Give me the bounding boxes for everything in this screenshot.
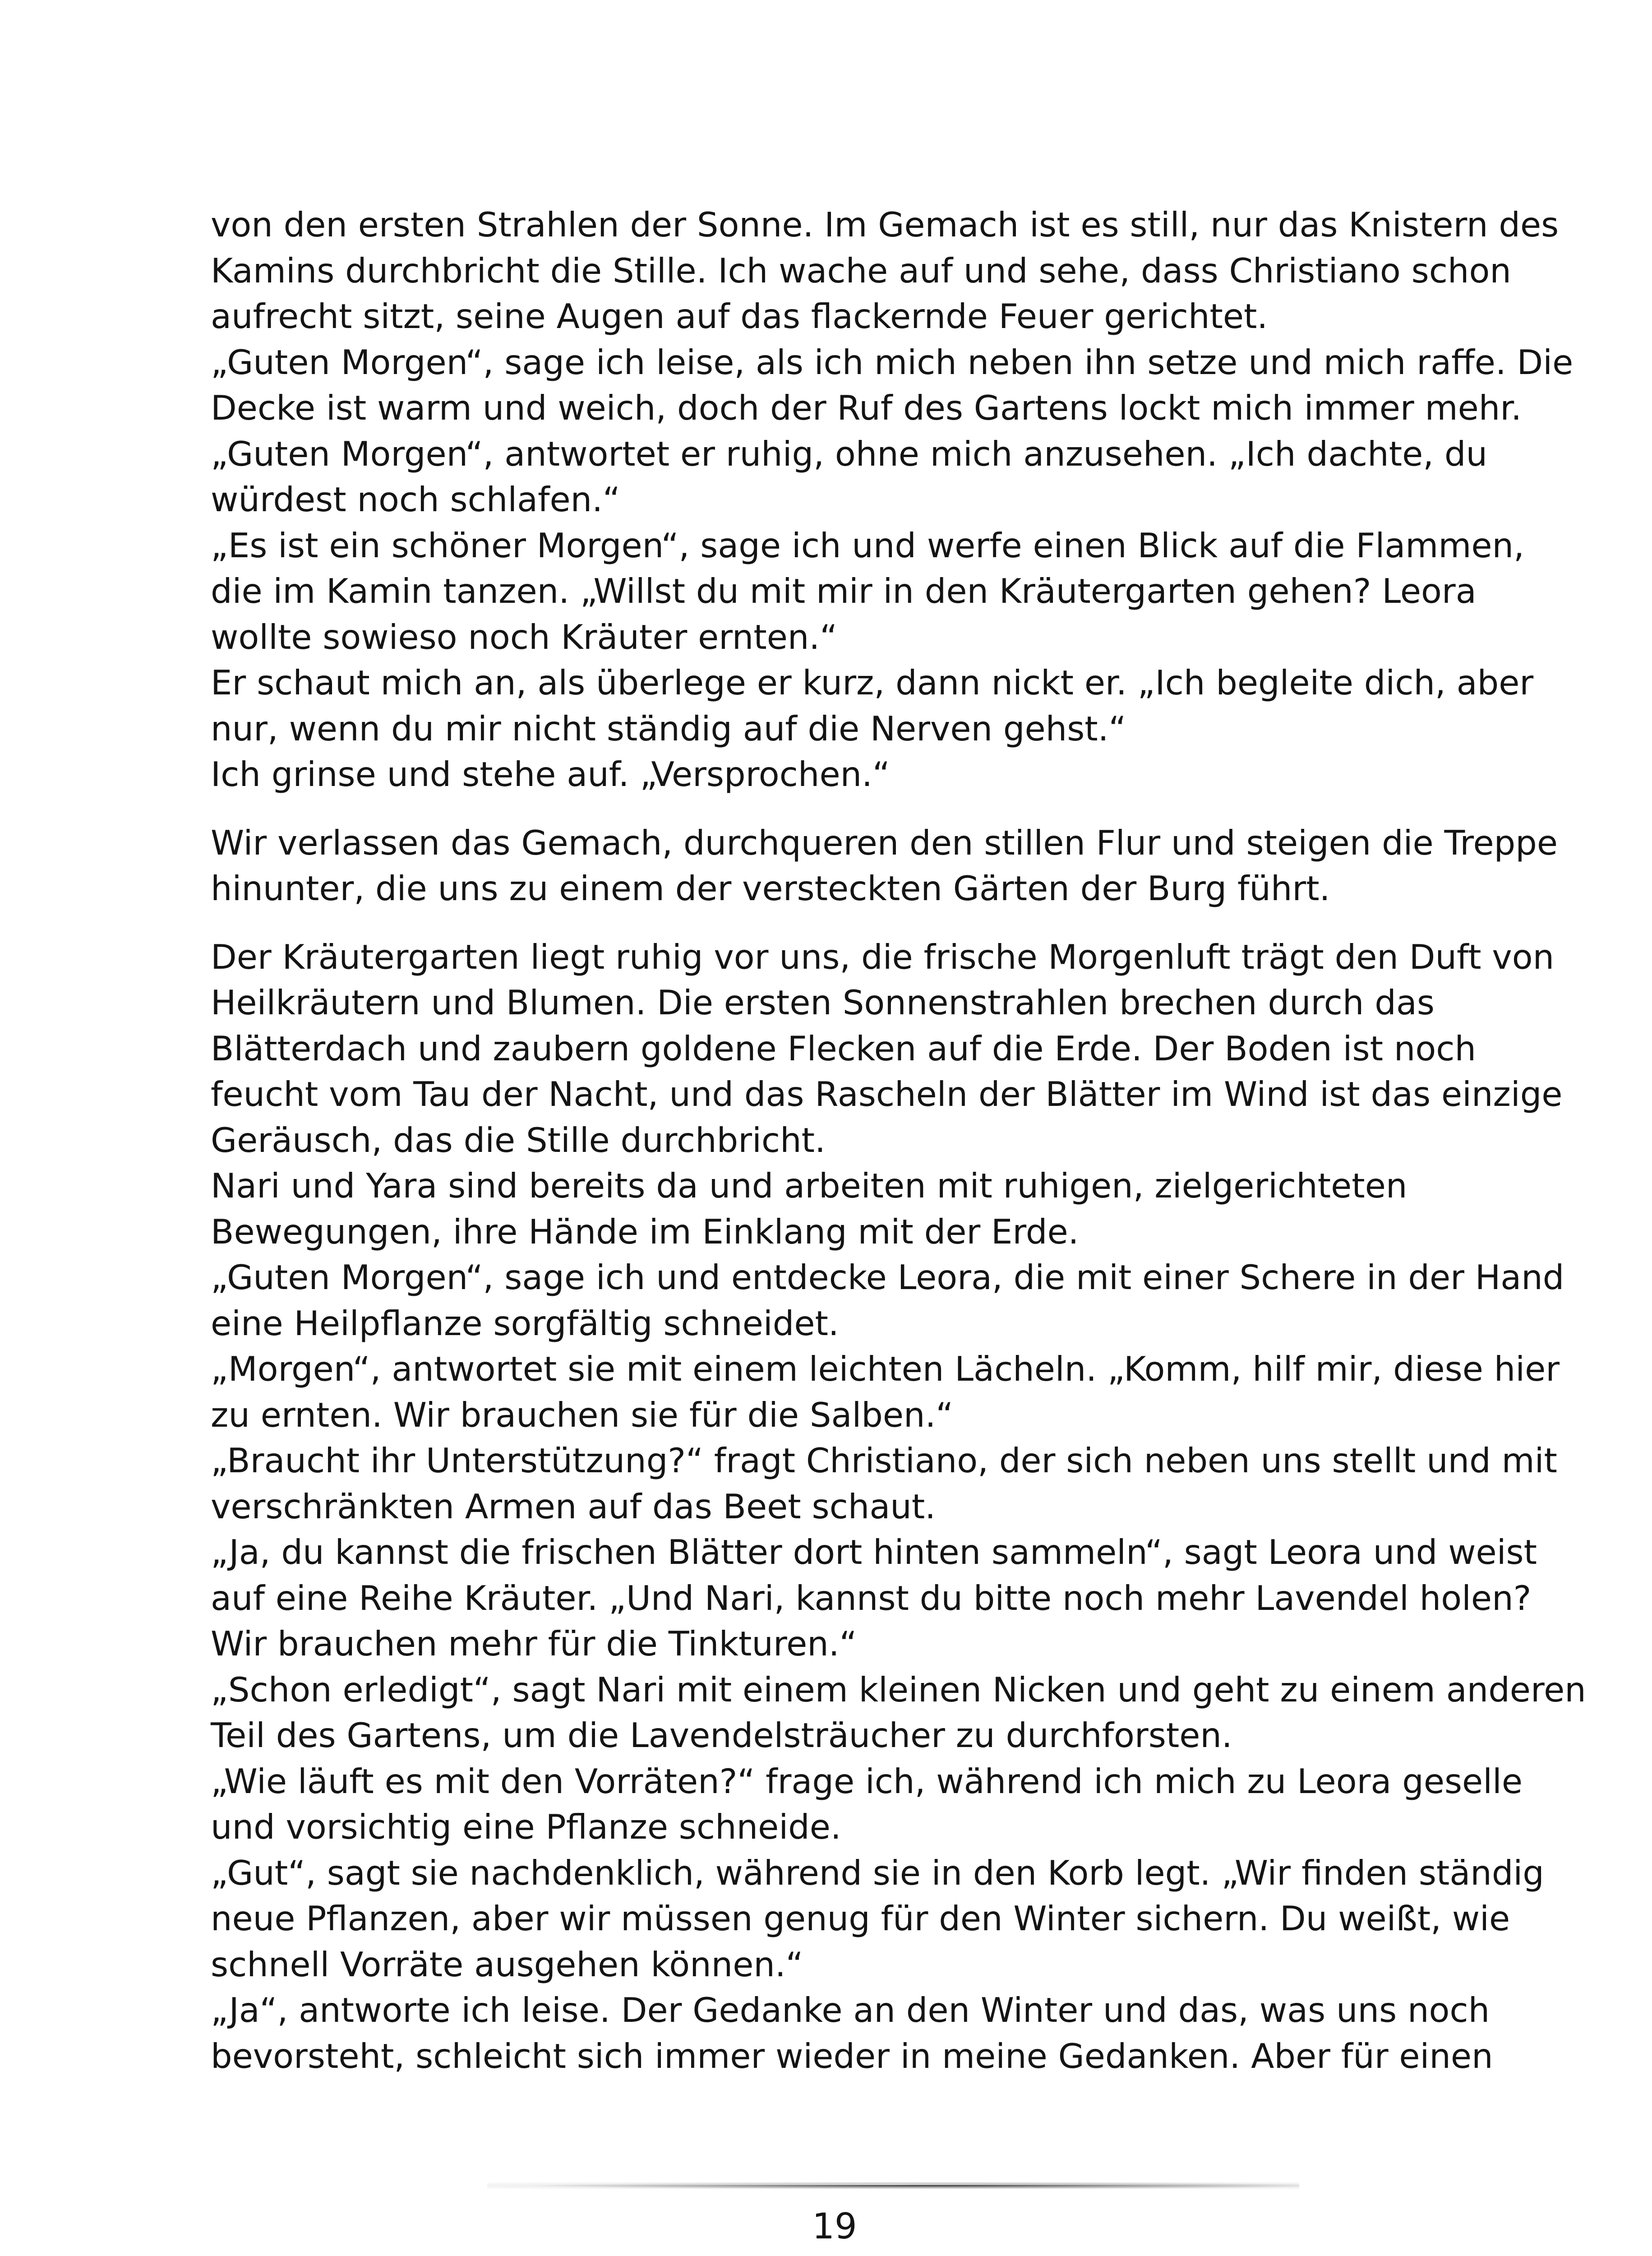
text-line: Decke ist warm und weich, doch der Ruf des Gartens lockt mich immer mehr. — [211, 388, 1522, 428]
paragraph — [211, 934, 1586, 2080]
footer-divider-highlight — [487, 2184, 1299, 2185]
text-line: „Guten Morgen“, sage ich leise, als ich mich neben ihn setze und mich raffe. Die — [211, 342, 1574, 382]
paragraph — [211, 820, 1558, 912]
text-line: verschränkten Armen auf das Beet schaut. — [211, 1486, 936, 1526]
text-line: „Gut“, sagt sie nachdenklich, während sie in den Korb legt. „Wir finden ständig — [211, 1853, 1544, 1893]
text-line: schnell Vorräte ausgehen können.“ — [211, 1944, 803, 1984]
text-line: eine Heilpflanze sorgfältig schneidet. — [211, 1303, 839, 1343]
footer-divider — [487, 2182, 1299, 2189]
text-line: feucht vom Tau der Nacht, und das Rascheln der Blätter im Wind ist das einzige — [211, 1074, 1563, 1114]
text-line: und vorsichtig eine Pflanze schneide. — [211, 1807, 841, 1847]
text-line: Ich grinse und stehe auf. „Versprochen.“ — [211, 754, 890, 794]
text-line: die im Kamin tanzen. „Willst du mit mir in den Kräutergarten gehen? Leora — [211, 571, 1477, 611]
text-line: auf eine Reihe Kräuter. „Und Nari, kannst du bitte noch mehr Lavendel holen? — [211, 1578, 1532, 1618]
text-line: würdest noch schlafen.“ — [211, 480, 620, 519]
text-line: „Ja“, antworte ich leise. Der Gedanke an den Winter und das, was uns noch — [211, 1990, 1490, 2030]
text-line: Wir brauchen mehr für die Tinkturen.“ — [211, 1624, 857, 1664]
text-line: Wir verlassen das Gemach, durchqueren den stillen Flur und steigen die Treppe — [211, 823, 1558, 863]
paragraph — [211, 202, 1574, 798]
text-line: „Guten Morgen“, antwortet er ruhig, ohne mich anzusehen. „Ich dachte, du — [211, 434, 1488, 474]
text-line: Nari und Yara sind bereits da und arbeiten mit ruhigen, zielgerichteten — [211, 1166, 1407, 1206]
text-line: aufrecht sitzt, seine Augen auf das flackernde Feuer gerichtet. — [211, 296, 1268, 336]
text-line: bevorsteht, schleicht sich immer wieder in meine Gedanken. Aber für einen — [211, 2036, 1493, 2076]
text-line: nur, wenn du mir nicht ständig auf die Nerven gehst.“ — [211, 708, 1126, 749]
text-line: Teil des Gartens, um die Lavendelsträucher zu durchforsten. — [211, 1715, 1232, 1755]
text-line: Er schaut mich an, als überlege er kurz, dann nickt er. „Ich begleite dich, aber — [211, 663, 1534, 703]
text-line: Kamins durchbricht die Stille. Ich wache auf und sehe, dass Christiano schon — [211, 250, 1511, 291]
text-line: Der Kräutergarten liegt ruhig vor uns, die frische Morgenluft trägt den Duft von — [211, 937, 1555, 977]
text-line: „Schon erledigt“, sagt Nari mit einem kleinen Nicken und geht zu einem anderen — [211, 1669, 1586, 1710]
text-line: wollte sowieso noch Kräuter ernten.“ — [211, 617, 838, 657]
text-line: „Ja, du kannst die frischen Blätter dort hinten sammeln“, sagt Leora und weist — [211, 1532, 1537, 1572]
text-line: von den ersten Strahlen der Sonne. Im Gemach ist es still, nur das Knistern des — [211, 205, 1559, 245]
text-line: zu ernten. Wir brauchen sie für die Salben.“ — [211, 1395, 954, 1435]
text-line: hinunter, die uns zu einem der versteckten Gärten der Burg führt. — [211, 869, 1330, 908]
text-line: Geräusch, das die Stille durchbricht. — [211, 1120, 826, 1160]
text-line: Heilkräutern und Blumen. Die ersten Sonnenstrahlen brechen durch das — [211, 983, 1435, 1022]
text-line: Bewegungen, ihre Hände im Einklang mit der Erde. — [211, 1211, 1079, 1252]
text-line: „Braucht ihr Unterstützung?“ fragt Christiano, der sich neben uns stellt und mit — [211, 1441, 1557, 1480]
text-line: „Guten Morgen“, sage ich und entdecke Leora, die mit einer Schere in der Hand — [211, 1257, 1564, 1297]
text-line: neue Pflanzen, aber wir müssen genug für den Winter sichern. Du weißt, wie — [211, 1899, 1510, 1938]
body-text — [211, 202, 1586, 2102]
text-line: Blätterdach und zaubern goldene Flecken auf die Erde. Der Boden ist noch — [211, 1028, 1477, 1068]
text-line: „Es ist ein schöner Morgen“, sage ich und werfe einen Blick auf die Flammen, — [211, 525, 1524, 565]
page-number: 19 — [812, 2206, 857, 2247]
text-line: „Morgen“, antwortet sie mit einem leichten Lächeln. „Komm, hilf mir, diese hier — [211, 1349, 1560, 1389]
text-line: „Wie läuft es mit den Vorräten?“ frage ich, während ich mich zu Leora geselle — [211, 1761, 1523, 1801]
